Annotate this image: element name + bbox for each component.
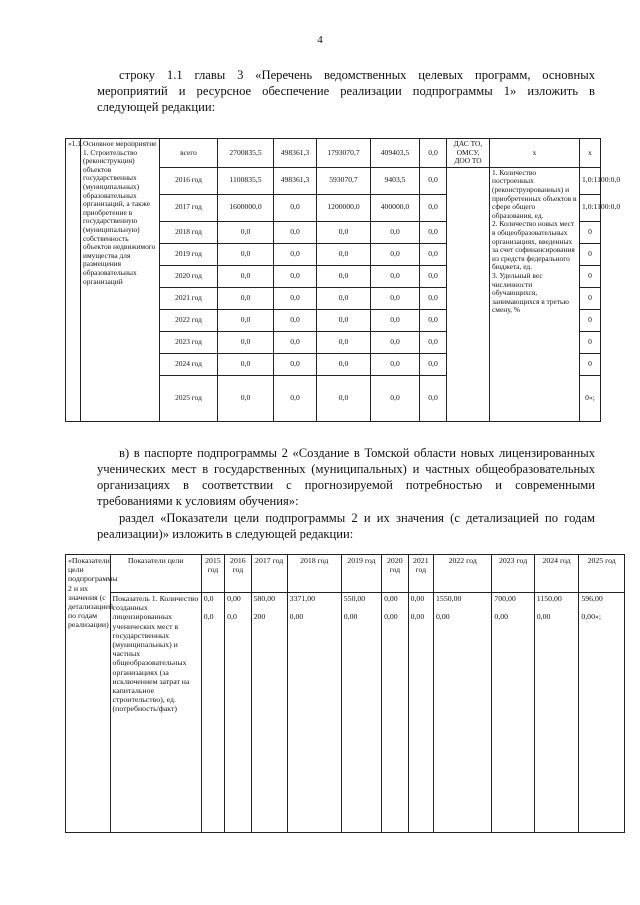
period-cell: 2023 год <box>160 331 218 353</box>
plan-value: 580,00 <box>253 594 276 603</box>
funding-cell: 0,0 <box>371 309 420 331</box>
period-cell: 2016 год <box>160 167 218 194</box>
funding-cell: 0,0 <box>317 243 371 265</box>
year-header: 2018 год <box>287 555 341 593</box>
funding-cell: 0,0 <box>371 375 420 421</box>
funding-cell: 9403,5 <box>371 167 420 194</box>
table-row <box>66 139 601 168</box>
table-row <box>66 593 625 833</box>
year-values <box>225 593 252 833</box>
year-header: 2024 год <box>534 555 579 593</box>
indicator-value: 0 <box>580 331 601 353</box>
indicator-value: 0»; <box>580 375 601 421</box>
funding-cell: 0,0 <box>371 287 420 309</box>
funding-cell: 0,0 <box>274 221 317 243</box>
funding-cell: 0,0 <box>317 331 371 353</box>
funding-cell: 0,0 <box>218 287 274 309</box>
funding-cell: 409403,5 <box>371 139 420 168</box>
fact-value: 0,0 <box>203 612 214 622</box>
indicators-header: Показатели цели <box>110 555 201 593</box>
year-header: 2017 год <box>251 555 287 593</box>
funding-cell: 0,0 <box>317 265 371 287</box>
indicator-value: 0 <box>580 265 601 287</box>
period-cell: всего <box>160 139 218 168</box>
funding-cell: 0,0 <box>274 194 317 221</box>
fact-value: 0,00 <box>410 612 425 622</box>
funding-cell: 0,0 <box>420 331 447 353</box>
funding-cell: 0,0 <box>218 309 274 331</box>
funding-cell: 1100835,5 <box>218 167 274 194</box>
indicator-value: 0 <box>580 221 601 243</box>
funding-cell: 0,0 <box>218 375 274 421</box>
fact-value: 0,0 <box>227 612 237 622</box>
funding-cell: 0,0 <box>420 167 447 194</box>
fact-value: 0,00 <box>494 612 509 622</box>
indicator-name: Показатель 1. Количество созданных лицензированных ученических мест в государственных (муниципальных) и частных общеобразовательных организациях (за исключением затрат на капитальное строительство), ед. (потребность/факт) <box>110 593 201 833</box>
fact-value: 0,00 <box>384 612 398 622</box>
funding-cell: 0,0 <box>274 353 317 375</box>
indicator-value: 0 <box>580 309 601 331</box>
year-header: 2023 год <box>492 555 534 593</box>
period-cell: 2022 год <box>160 309 218 331</box>
funding-cell: 0,0 <box>420 194 447 221</box>
year-header: 2016 год <box>225 555 252 593</box>
funding-cell: 0,0 <box>218 331 274 353</box>
plan-value: 0,00 <box>227 594 241 603</box>
funding-cell: 0,0 <box>420 287 447 309</box>
funding-cell: 0,0 <box>317 375 371 421</box>
year-values <box>492 593 534 833</box>
indicator-line: 2. Количество новых мест в общеобразовательных организациях, введенных за счет софинансирования из средств федерального бюджета, ед. <box>492 219 575 272</box>
funding-cell: 0,0 <box>317 287 371 309</box>
year-header: 2020 год <box>382 555 409 593</box>
plan-value: 1150,00 <box>536 594 562 603</box>
funding-cell: 0,0 <box>218 221 274 243</box>
funding-cell: 0,0 <box>274 331 317 353</box>
fact-value: 200 <box>253 612 266 622</box>
funding-cell: 0,0 <box>317 309 371 331</box>
fact-value: 0,00 <box>343 612 358 622</box>
indicator-line: 3. Удельный вес численности обучающихся, занимающихся в третью смену, % <box>492 270 569 315</box>
funding-cell: 0,0 <box>371 221 420 243</box>
funding-cell: 0,0 <box>274 375 317 421</box>
indicator-value: 0 <box>580 243 601 265</box>
executors-cell: ДАС ТО, ОМСУ, ДОО ТО <box>447 139 490 168</box>
year-header: 2021 год <box>408 555 433 593</box>
year-values <box>579 593 625 833</box>
funding-cell: 0,0 <box>420 375 447 421</box>
indicator-x-cell: x <box>490 139 580 168</box>
funding-cell: 400000,0 <box>371 194 420 221</box>
indicator-value: 1,0:1100:0,0 <box>580 194 601 221</box>
paragraph-c: раздел «Показатели цели подпрограммы 2 и их значения (с детализацией по годам реализации)» изложить в следующей редакции: <box>97 511 595 541</box>
plan-value: 3371,00 <box>289 594 316 603</box>
plan-value: 0,00 <box>410 594 425 603</box>
funding-cell: 0,0 <box>218 243 274 265</box>
funding-cell: 0,0 <box>420 265 447 287</box>
funding-cell: 0,0 <box>371 243 420 265</box>
year-values <box>251 593 287 833</box>
resource-table <box>65 138 621 422</box>
header-row <box>66 555 625 593</box>
period-cell: 2018 год <box>160 221 218 243</box>
year-header: 2022 год <box>434 555 492 593</box>
activity-name: Основное мероприятие 1. Строительство (реконструкция) объектов государственных (муниципальных) образовательных организаций, а также приобретение в государственную (муниципальную) собственность объектов недвижимого имущества для размещения образовательных организаций <box>81 139 160 422</box>
plan-value: 596,00 <box>581 594 603 603</box>
value-x-cell: x <box>580 139 601 168</box>
year-values <box>287 593 341 833</box>
funding-cell: 0,0 <box>420 221 447 243</box>
funding-cell: 0,0 <box>274 287 317 309</box>
indicator-value: 0 <box>580 287 601 309</box>
funding-cell: 593070,7 <box>317 167 371 194</box>
indicator-value: 1,0:1100:0,0 <box>580 167 601 194</box>
funding-cell: 0,0 <box>420 139 447 168</box>
funding-cell: 1600000,0 <box>218 194 274 221</box>
period-cell: 2017 год <box>160 194 218 221</box>
funding-cell: 498361,3 <box>274 139 317 168</box>
period-cell: 2021 год <box>160 287 218 309</box>
indicators-table <box>65 554 625 833</box>
plan-value: 1550,00 <box>436 594 462 603</box>
executors-continued <box>447 167 490 421</box>
year-header: 2019 год <box>341 555 381 593</box>
funding-cell: 1793070,7 <box>317 139 371 168</box>
indicators-text <box>490 167 580 421</box>
funding-cell: 2700835,5 <box>218 139 274 168</box>
period-cell: 2019 год <box>160 243 218 265</box>
fact-value: 0,00 <box>536 612 551 622</box>
period-cell: 2024 год <box>160 353 218 375</box>
page-number: 4 <box>317 34 323 46</box>
plan-value: 700,00 <box>494 594 516 603</box>
funding-cell: 0,0 <box>218 353 274 375</box>
funding-cell: 1200000,0 <box>317 194 371 221</box>
funding-cell: 0,0 <box>371 331 420 353</box>
funding-cell: 0,0 <box>274 309 317 331</box>
funding-cell: 0,0 <box>420 353 447 375</box>
funding-cell: 0,0 <box>218 265 274 287</box>
funding-cell: 498361,3 <box>274 167 317 194</box>
year-values <box>382 593 409 833</box>
intro-paragraph: строку 1.1 главы 3 «Перечень ведомственных целевых программ, основных мероприятий и ресурсное обеспечение реализации подпрограммы 1» изложить в следующей редакции: <box>97 68 595 114</box>
section-label: «Показатели цели подпрограммы 2 и их значения (с детализацией по годам реализации) <box>66 555 111 833</box>
funding-cell: 0,0 <box>371 265 420 287</box>
funding-cell: 0,0 <box>317 221 371 243</box>
year-values <box>434 593 492 833</box>
plan-value: 0,0 <box>203 594 214 603</box>
indicator-value: 0 <box>580 353 601 375</box>
year-values <box>408 593 433 833</box>
fact-value: 0,00»; <box>581 612 602 622</box>
period-cell: 2020 год <box>160 265 218 287</box>
funding-cell: 0,0 <box>420 309 447 331</box>
fact-value: 0,00 <box>436 612 450 622</box>
plan-value: 0,00 <box>384 594 398 603</box>
paragraph-b: в) в паспорте подпрограммы 2 «Создание в Томской области новых лицензированных ученических мест в государственных (муниципальных) и частных общеобразовательных организациях в соответствии с прогнозируемой потребностью и современными требованиями к условиям обучения»: <box>97 446 595 508</box>
year-values <box>341 593 381 833</box>
row-number: «1.1. <box>66 139 81 422</box>
year-header: 2025 год <box>579 555 625 593</box>
funding-cell: 0,0 <box>317 353 371 375</box>
year-values <box>534 593 579 833</box>
indicator-line: 1. Количество построенных (реконструированных) и приобретенных объектов в сфере общего образования, ед. <box>492 167 577 220</box>
funding-cell: 0,0 <box>420 243 447 265</box>
fact-value: 0,00 <box>289 612 304 622</box>
funding-cell: 0,0 <box>274 265 317 287</box>
funding-cell: 0,0 <box>371 353 420 375</box>
plan-value: 550,00 <box>343 594 366 603</box>
funding-cell: 0,0 <box>274 243 317 265</box>
period-cell: 2025 год <box>160 375 218 421</box>
year-values <box>201 593 224 833</box>
year-header: 2015 год <box>201 555 224 593</box>
